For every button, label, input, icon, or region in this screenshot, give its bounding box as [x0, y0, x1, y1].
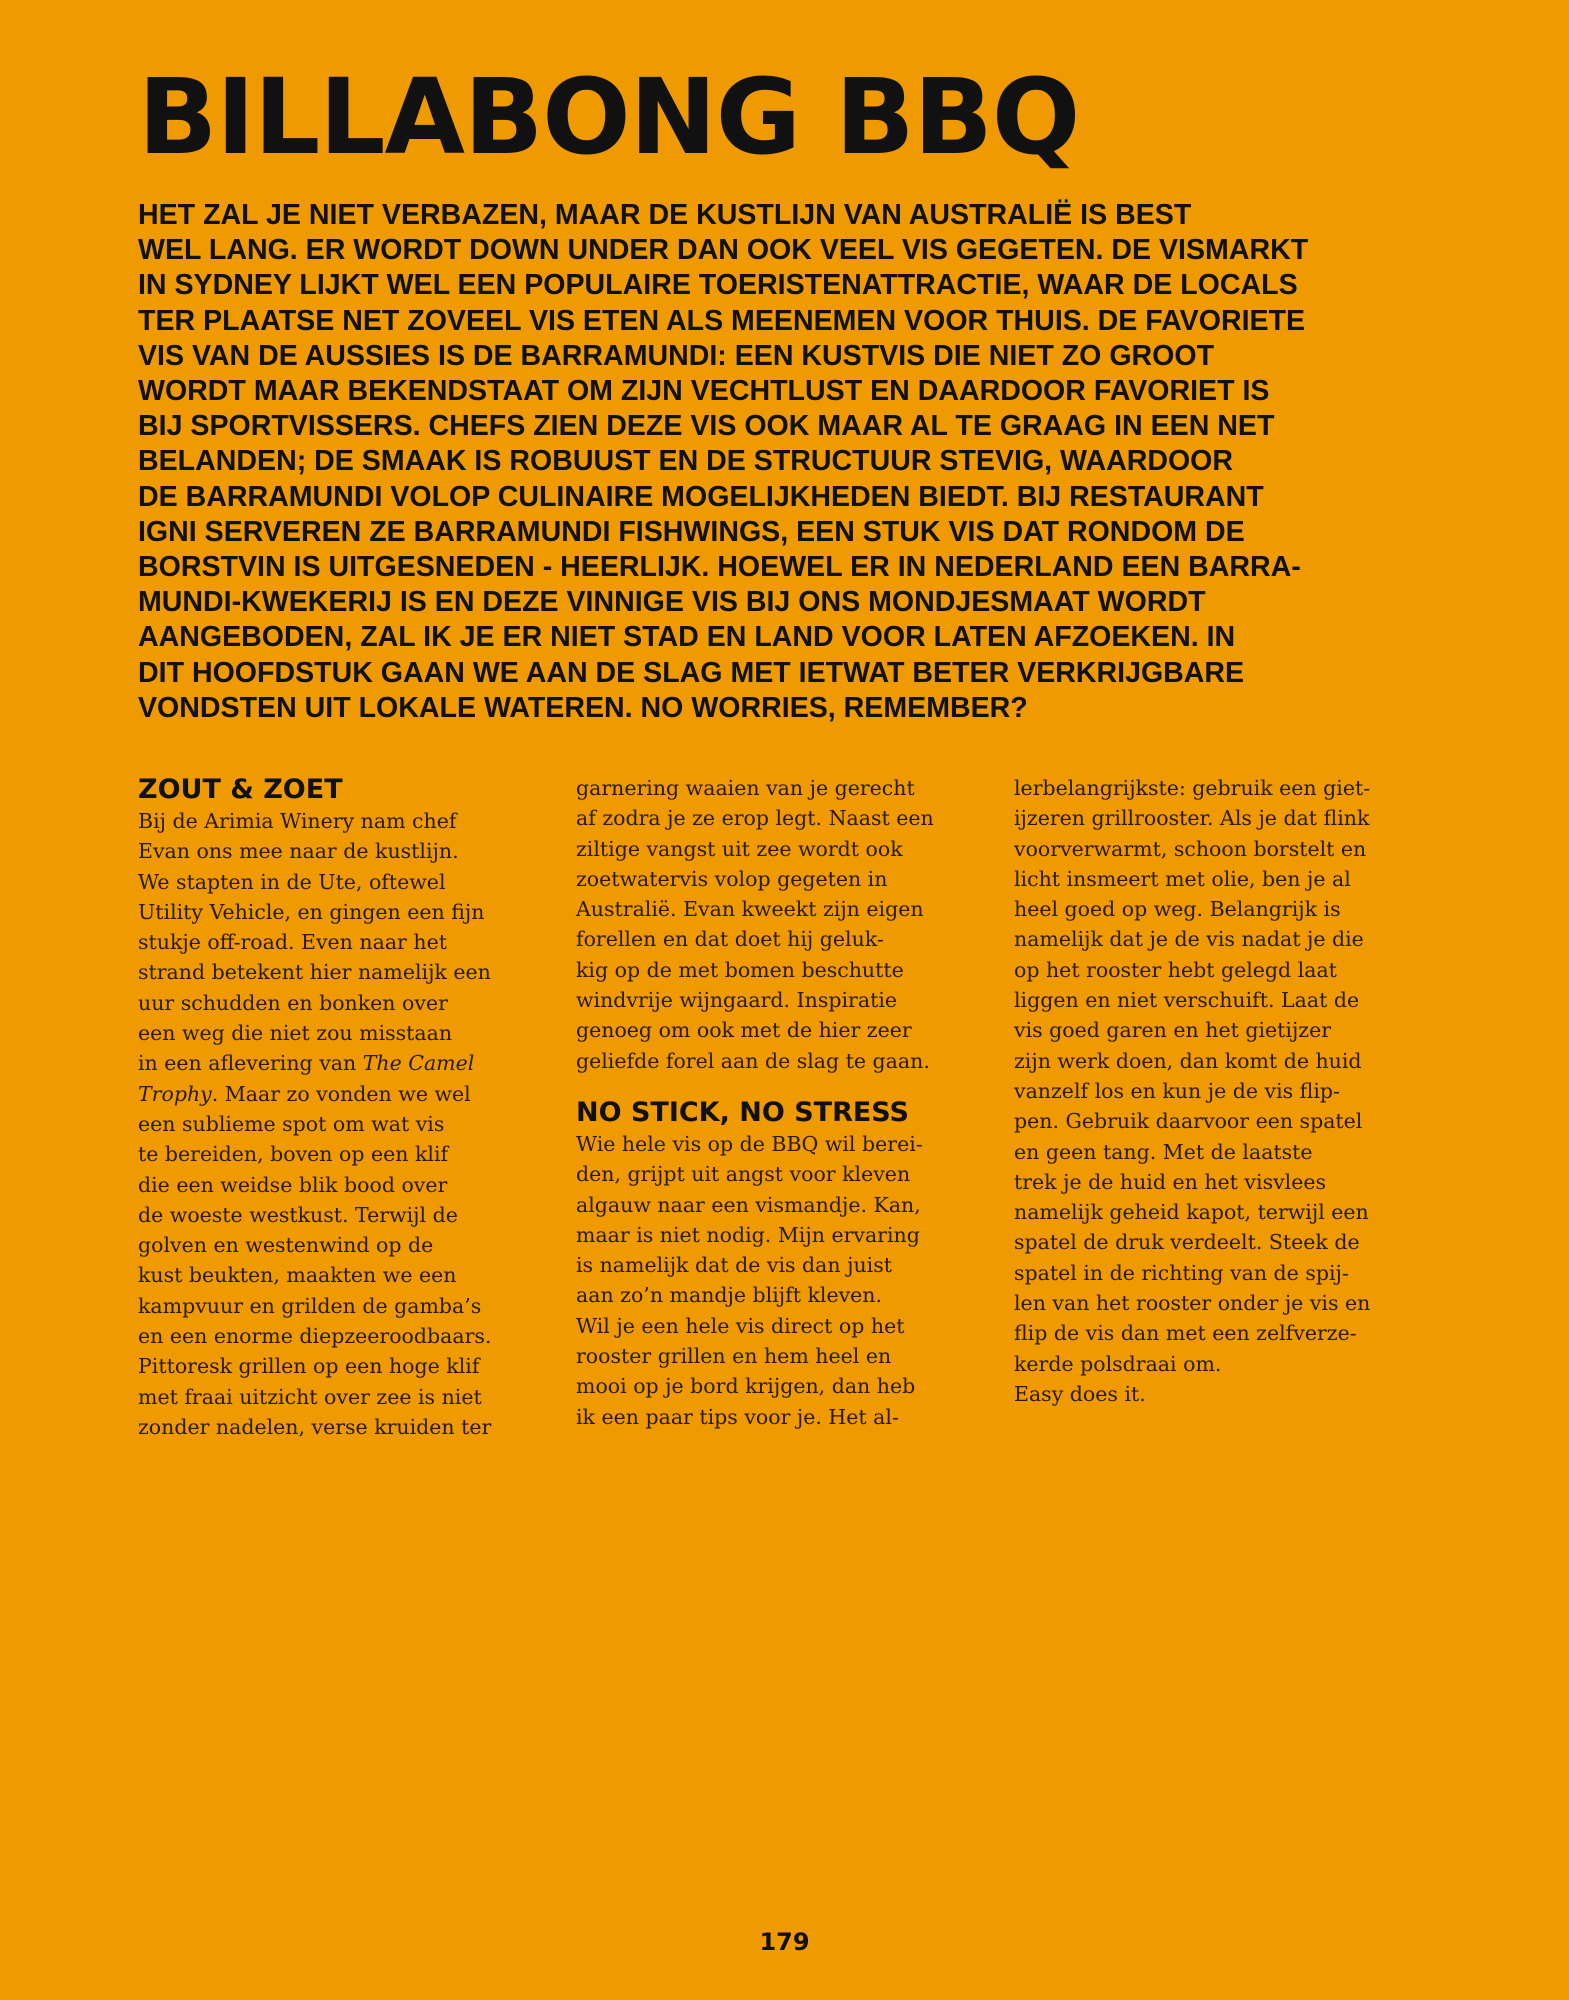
body-line: ijzeren grillrooster. Als je dat flink	[1014, 806, 1370, 831]
column-3	[1014, 773, 1434, 1409]
body-line: kust beukten, maakten we een	[138, 1263, 457, 1288]
tv-show-title: The Camel	[362, 1051, 475, 1076]
body-line: genoeg om ook met de hier zeer	[576, 1018, 912, 1043]
intro-line: HET ZAL JE NIET VERBAZEN, MAAR DE KUSTLIJN VAN AUSTRALIË IS BEST	[138, 199, 1192, 231]
body-line: len van het rooster onder je vis en	[1014, 1291, 1371, 1316]
body-line: kig op de met bomen beschutte	[576, 957, 904, 982]
body-line: ziltige vangst uit zee wordt ook	[576, 836, 903, 861]
intro-line: AANGEBODEN, ZAL IK JE ER NIET STAD EN LAND VOOR LATEN AFZOEKEN. IN	[138, 621, 1236, 654]
column-1	[138, 773, 558, 1442]
body-line: algauw naar een vismandje. Kan,	[576, 1192, 921, 1217]
body-line: namelijk geheid kapot, terwijl een	[1014, 1200, 1369, 1225]
body-line: voorverwarmt, schoon borstelt en	[1014, 836, 1367, 861]
body-line: af zodra je ze erop legt. Naast een	[576, 806, 934, 831]
body-line: mooi op je bord krijgen, dan heb	[576, 1374, 916, 1399]
body-line: spatel de druk verdeelt. Steek de	[1014, 1230, 1360, 1255]
body-line: vis goed garen en het gietijzer	[1014, 1018, 1332, 1043]
column-2	[576, 773, 996, 1432]
body-line: een weg die niet zou misstaan	[138, 1021, 453, 1046]
intro-paragraph	[138, 198, 1438, 726]
body-line: kerde polsdraai om.	[1014, 1351, 1222, 1376]
body-line: heel goed op weg. Belangrijk is	[1014, 897, 1341, 922]
body-line: windvrije wijngaard. Inspiratie	[576, 988, 898, 1013]
section-heading-no-stick: NO STICK, NO STRESS	[576, 1096, 909, 1128]
body-line: strand betekent hier namelijk een	[138, 960, 491, 985]
body-line: is namelijk dat de vis dan juist	[576, 1253, 892, 1278]
body-line: Bij de Arimia Winery nam chef	[138, 809, 457, 833]
intro-line: BIJ SPORTVISSERS. CHEFS ZIEN DEZE VIS OOK MAAR AL TE GRAAG IN EEN NET	[138, 410, 1275, 443]
body-line: Pittoresk grillen op een hoge klif	[138, 1354, 480, 1379]
body-line: Evan ons mee naar de kustlijn.	[138, 839, 459, 864]
body-text: . Maar zo vonden we wel	[211, 1081, 471, 1106]
body-line: Wie hele vis op de BBQ wil berei-	[576, 1131, 923, 1156]
body-line	[138, 1048, 558, 1078]
body-line: namelijk dat je de vis nadat je die	[1014, 927, 1364, 952]
intro-line: IGNI SERVEREN ZE BARRAMUNDI FISHWINGS, EEN STUK VIS DAT RONDOM DE	[138, 515, 1245, 548]
body-line: en een enorme diepzeeroodbaars.	[138, 1324, 492, 1349]
body-line: Australië. Evan kweekt zijn eigen	[576, 897, 924, 922]
body-line: Wil je een hele vis direct op het	[576, 1313, 905, 1338]
tv-show-title: Trophy	[138, 1081, 212, 1106]
body-line: licht insmeert met olie, ben je al	[1014, 866, 1351, 891]
body-line: kampvuur en grilden de gamba’s	[138, 1293, 482, 1318]
body-line: met fraai uitzicht over zee is niet	[138, 1384, 482, 1409]
intro-line: IN SYDNEY LIJKT WEL EEN POPULAIRE TOERISTENATTRACTIE, WAAR DE LOCALS	[138, 269, 1298, 302]
body-line	[138, 1079, 558, 1109]
body-line: aan zo’n mandje blijft kleven.	[576, 1283, 883, 1308]
body-line: te bereiden, boven op een klif	[138, 1142, 449, 1167]
body-line: lerbelangrijkste: gebruik een giet-	[1014, 776, 1371, 800]
body-line: die een weidse blik bood over	[138, 1172, 448, 1197]
body-text: in een aflevering van	[138, 1051, 363, 1076]
body-line: garnering waaien van je gerecht	[576, 776, 915, 800]
body-line: de woeste westkust. Terwijl de	[138, 1202, 458, 1227]
body-line: forellen en dat doet hij geluk-	[576, 927, 884, 952]
body-line: en geen tang. Met de laatste	[1014, 1139, 1313, 1164]
intro-line: BORSTVIN IS UITGESNEDEN - HEERLIJK. HOEWEL ER IN NEDERLAND EEN BARRA-	[138, 551, 1301, 584]
body-line: den, grijpt uit angst voor kleven	[576, 1162, 911, 1187]
body-line: vanzelf los en kun je de vis flip-	[1014, 1078, 1340, 1103]
body-line: maar is niet nodig. Mijn ervaring	[576, 1222, 920, 1247]
intro-line: WORDT MAAR BEKENDSTAAT OM ZIJN VECHTLUST EN DAARDOOR FAVORIET IS	[138, 375, 1270, 408]
body-line: zonder nadelen, verse kruiden ter	[138, 1414, 492, 1439]
body-line: flip de vis dan met een zelfverze-	[1014, 1321, 1357, 1346]
body-line: zoetwatervis volop gegeten in	[576, 866, 888, 891]
body-line: ik een paar tips voor je. Het al-	[576, 1404, 899, 1429]
body-line: We stapten in de Ute, oftewel	[138, 869, 446, 894]
body-line: liggen en niet verschuift. Laat de	[1014, 988, 1360, 1013]
body-line: geliefde forel aan de slag te gaan.	[576, 1048, 930, 1073]
body-line: pen. Gebruik daarvoor een spatel	[1014, 1109, 1363, 1134]
section-heading-zout-zoet: ZOUT & ZOET	[138, 774, 343, 805]
body-line: uur schudden en bonken over	[138, 990, 448, 1015]
body-line: Utility Vehicle, en gingen een fijn	[138, 899, 485, 924]
intro-line: WEL LANG. ER WORDT DOWN UNDER DAN OOK VEEL VIS GEGETEN. DE VISMARKT	[138, 234, 1309, 267]
intro-line: TER PLAATSE NET ZOVEEL VIS ETEN ALS MEENEMEN VOOR THUIS. DE FAVORIETE	[138, 304, 1306, 337]
intro-line: MUNDI-KWEKERIJ IS EN DEZE VINNIGE VIS BIJ ONS MONDJESMAAT WORDT	[138, 586, 1206, 619]
intro-line: VONDSTEN UIT LOKALE WATEREN. NO WORRIES, REMEMBER?	[138, 691, 1028, 724]
body-line: rooster grillen en hem heel en	[576, 1344, 892, 1369]
body-line: op het rooster hebt gelegd laat	[1014, 957, 1337, 982]
intro-line: DE BARRAMUNDI VOLOP CULINAIRE MOGELIJKHEDEN BIEDT. BIJ RESTAURANT	[138, 480, 1264, 513]
intro-line: VIS VAN DE AUSSIES IS DE BARRAMUNDI: EEN KUSTVIS DIE NIET ZO GROOT	[138, 339, 1215, 372]
body-line: stukje off-road. Even naar het	[138, 930, 447, 955]
intro-line: DIT HOOFDSTUK GAAN WE AAN DE SLAG MET IETWAT BETER VERKRIJGBARE	[138, 656, 1245, 689]
body-line: een sublieme spot om wat vis	[138, 1111, 445, 1136]
body-line: trek je de huid en het visvlees	[1014, 1169, 1327, 1194]
page-title: BILLABONG BBQ	[138, 56, 1080, 178]
body-line: golven en westenwind op de	[138, 1233, 434, 1258]
body-line: spatel in de richting van de spij-	[1014, 1260, 1349, 1285]
body-line: zijn werk doen, dan komt de huid	[1014, 1048, 1362, 1073]
body-line: Easy does it.	[1014, 1381, 1146, 1406]
page-number: 179	[759, 1928, 810, 1956]
intro-line: BELANDEN; DE SMAAK IS ROBUUST EN DE STRUCTUUR STEVIG, WAARDOOR	[138, 445, 1234, 478]
